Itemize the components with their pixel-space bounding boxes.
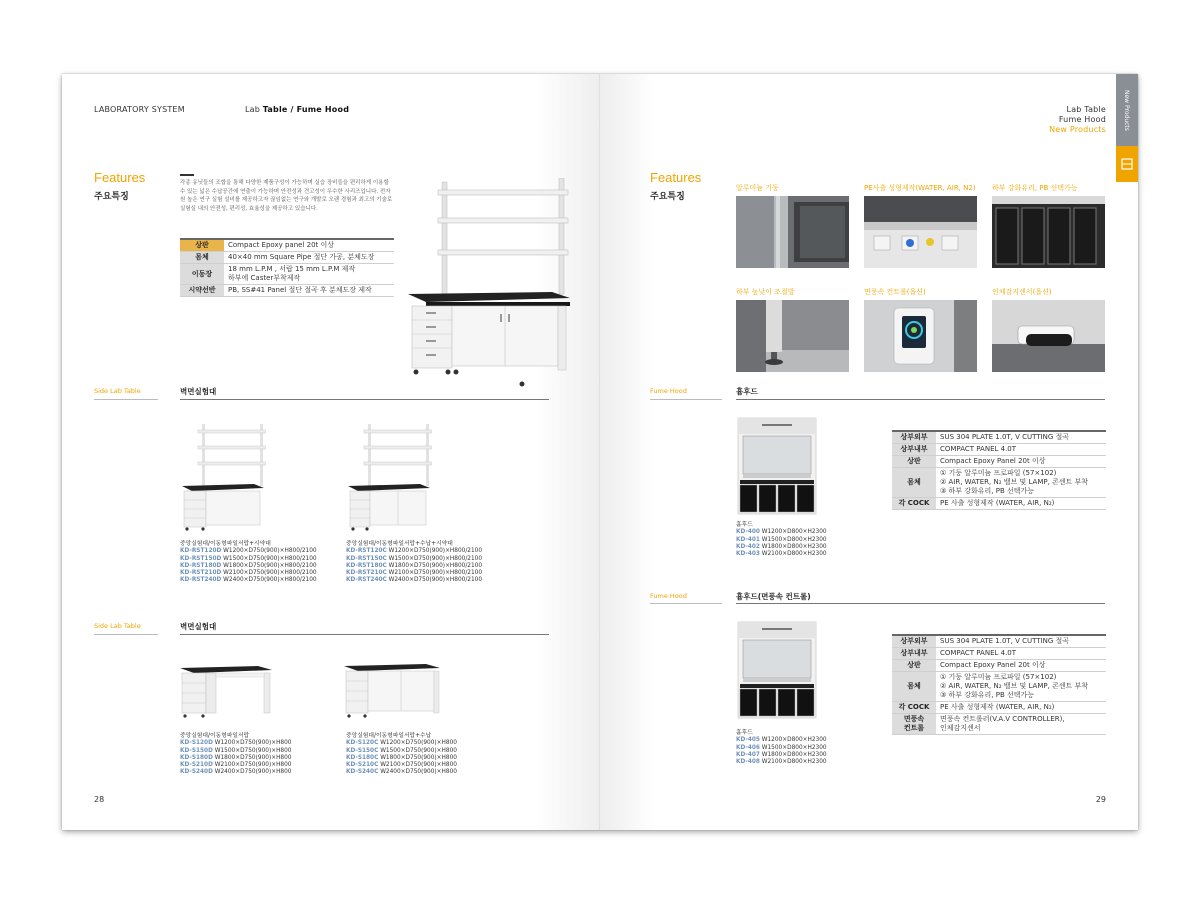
- features-description: 각종 유닛들의 조합을 통해 다양한 제품구성이 가능하며 실습 장비들을 편리하게 이용할 수 있는 넓은 수납공간에 연출이 가능하며 안전성과 견고성이 우수한 사리즈입니다. 전자원 높은 연구 실험 설비를 제공하고자 끊임없는 연구와 개발로 오랜 경험과 최고의 기술로 실험실 내의 안전성, 편리성, 효율성을 제공하고 있습니다.: [180, 180, 393, 212]
- spec-key: 상판: [892, 660, 936, 672]
- model-dims: W1500×D750(900)×H800: [380, 747, 457, 754]
- model-code: KD-401: [736, 536, 760, 543]
- section-label-ko: 벽면실험대: [180, 622, 217, 631]
- model-code: KD-RST180C: [346, 562, 387, 569]
- model-code: KD-S210C: [346, 762, 379, 769]
- product-model-list: [346, 733, 457, 777]
- spec-value-line: ① 기둥 알루미늄 프로파일 (57×102): [940, 673, 1057, 681]
- model-dims: W1200×D800×H2300: [761, 737, 827, 744]
- page-number: 29: [1095, 795, 1106, 804]
- model-dims: W2100×D750(900)×H800/2100: [388, 570, 483, 577]
- model-row: [736, 537, 827, 544]
- pe-cock-photo: [864, 196, 977, 268]
- spec-row: [892, 648, 1106, 660]
- model-row: [180, 563, 317, 570]
- spec-value: [936, 468, 1106, 498]
- spec-value: COMPACT PANEL 4.0T: [936, 444, 1106, 456]
- model-code: KD-RST210D: [180, 570, 222, 577]
- section-rule: [736, 399, 1105, 400]
- airflow-controller-photo: [864, 300, 977, 372]
- spec-value: PE 사출 성형제작 (WATER, AIR, N₂): [936, 702, 1106, 714]
- features-dash: [180, 174, 194, 176]
- spec-value-line: ③ 하부 강화유리, PB 선택가능: [940, 487, 1035, 495]
- fume-hood-airflow-control-image: [734, 620, 820, 722]
- spec-key: 시약선반: [180, 285, 224, 297]
- model-dims: W2100×D800×H2300: [761, 551, 827, 558]
- model-row: [346, 740, 457, 747]
- model-code: KD-RST240D: [180, 577, 222, 584]
- lab-icon: [1121, 158, 1133, 170]
- spec-value: [936, 714, 1106, 735]
- spec-row: [892, 702, 1106, 714]
- spec-key: 상판: [180, 239, 224, 252]
- model-dims: W2100×D750(900)×H800: [214, 762, 292, 769]
- product-model-list: [180, 541, 317, 585]
- model-row: [346, 748, 457, 755]
- model-row: [346, 755, 457, 762]
- model-dims: W2400×D750(900)×H800/2100: [388, 577, 483, 584]
- model-code: KD-S180C: [346, 754, 379, 761]
- model-dims: W1800×D750(900)×H800/2100: [223, 562, 317, 569]
- spec-row: [892, 498, 1106, 510]
- spec-key: 몸체: [892, 672, 936, 702]
- model-row: [736, 752, 827, 759]
- section-rule: [650, 603, 722, 604]
- section-label-en: Fume Hood: [650, 592, 687, 600]
- model-code: KD-RST240C: [346, 577, 387, 584]
- model-code: KD-400: [736, 529, 760, 536]
- model-row: [180, 755, 292, 762]
- model-row: [180, 762, 292, 769]
- spec-key: 상판: [892, 456, 936, 468]
- model-dims: W2100×D800×H2300: [761, 759, 827, 766]
- features-subtitle: 주요특징: [94, 192, 129, 202]
- model-dims: W1800×D800×H2300: [761, 543, 827, 550]
- spec-key: 몸체: [180, 252, 224, 264]
- model-code: KD-S240D: [180, 769, 213, 776]
- features-subtitle: 주요특징: [650, 192, 685, 202]
- spec-value: Compact Epoxy panel 20t 이상: [224, 239, 394, 252]
- model-code: KD-405: [736, 737, 760, 744]
- model-dims: W1500×D750(900)×H800/2100: [223, 555, 317, 562]
- model-row: [736, 745, 827, 752]
- spec-row: [892, 444, 1106, 456]
- model-dims: W1800×D750(900)×H800/2100: [388, 562, 483, 569]
- section-rule: [180, 634, 549, 635]
- model-code: KD-403: [736, 551, 760, 558]
- section-label-en: Side Lab Table: [94, 387, 141, 395]
- spec-value-line: ① 기둥 알루미늄 프로파일 (57×102): [940, 469, 1057, 477]
- section-label-ko: 벽면실험대: [180, 387, 217, 396]
- model-code: KD-RST150D: [180, 555, 222, 562]
- lab-table-storage-reagent-shelf-image: [346, 424, 432, 532]
- spec-value-line: ② AIR, WATER, N₂ 밸브 및 LAMP, 콘센트 부착: [940, 478, 1089, 486]
- spec-row: [892, 672, 1106, 702]
- product-title: 중앙실험대/이동형파일서랍+시약대: [180, 541, 271, 547]
- model-dims: W2400×D750(900)×H800: [214, 769, 292, 776]
- model-row: [180, 548, 317, 555]
- product-model-list: [346, 541, 482, 585]
- motion-sensor-photo: [992, 300, 1105, 372]
- spec-row: [180, 252, 394, 264]
- model-code: KD-RST120D: [180, 548, 222, 555]
- model-dims: W1200×D800×H2300: [761, 529, 827, 536]
- spec-row: [892, 431, 1106, 444]
- model-code: KD-402: [736, 543, 760, 550]
- spec-row: [892, 456, 1106, 468]
- spec-row: [180, 239, 394, 252]
- header-line: Lab Table: [1066, 105, 1106, 114]
- model-code: KD-S240C: [346, 769, 379, 776]
- model-code: KD-407: [736, 751, 760, 758]
- product-model-list: [736, 730, 827, 766]
- spec-key: 상부내부: [892, 444, 936, 456]
- model-row: [180, 748, 292, 755]
- section-label-en: Side Lab Table: [94, 622, 141, 630]
- product-model-list: [180, 733, 292, 777]
- model-row: [346, 577, 482, 584]
- spec-value: PE 사출 성형제작 (WATER, AIR, N₂): [936, 498, 1106, 510]
- model-dims: W1200×D750(900)×H800/2100: [388, 548, 483, 555]
- model-dims: W1500×D800×H2300: [761, 744, 827, 751]
- spec-key-line: 컨트롤: [903, 724, 925, 732]
- header-system: LABORATORY SYSTEM: [94, 105, 185, 114]
- features-title: Features: [94, 170, 146, 185]
- header-line: Fume Hood: [1058, 115, 1106, 124]
- tempered-glass-photo: [992, 196, 1105, 268]
- model-row: [736, 529, 827, 536]
- model-dims: W1800×D750(900)×H800: [380, 754, 457, 761]
- section-label-en: Fume Hood: [650, 387, 687, 395]
- section-rule: [94, 634, 158, 635]
- model-dims: W2100×D750(900)×H800: [380, 762, 457, 769]
- spec-value: [936, 672, 1106, 702]
- section-rule: [94, 399, 158, 400]
- section-rule: [736, 603, 1105, 604]
- spine-fold: [599, 74, 601, 830]
- model-code: KD-S150D: [180, 747, 213, 754]
- model-code: KD-S120D: [180, 740, 213, 747]
- model-row: [736, 759, 827, 766]
- spec-key: 각 COCK: [892, 498, 936, 510]
- model-row: [736, 737, 827, 744]
- left-spec-table: [180, 238, 394, 297]
- model-dims: W1800×D800×H2300: [761, 751, 827, 758]
- product-model-list: [736, 522, 827, 558]
- header-breadcrumb: [245, 105, 349, 114]
- photo-caption: 면풍속 컨트롤(옵션): [864, 288, 926, 296]
- product-title: 중앙실험대/이동형파일서랍+수납+시약대: [346, 541, 453, 547]
- spec-key: 이동장: [180, 264, 224, 285]
- model-row: [180, 570, 317, 577]
- model-row: [736, 551, 827, 558]
- lab-table-file-drawer-storage-image: [342, 662, 442, 722]
- product-title: 흄후드: [736, 522, 753, 528]
- model-code: KD-S210D: [180, 762, 213, 769]
- spec-key: [892, 714, 936, 735]
- page-number: 28: [94, 795, 105, 804]
- model-row: [736, 544, 827, 551]
- model-dims: W2400×D750(900)×H800: [380, 769, 457, 776]
- spec-value: Compact Epoxy Panel 20t 이상: [936, 456, 1106, 468]
- spec-key-line: 면풍속: [903, 715, 925, 723]
- model-dims: W1800×D750(900)×H800: [214, 754, 292, 761]
- lab-table-with-shelves-image: [402, 178, 572, 390]
- model-row: [346, 556, 482, 563]
- spec-value: PB, SS#41 Panel 절단 절곡 후 분체도장 제작: [224, 285, 394, 297]
- spec-value-line: ③ 하부 강화유리, PB 선택가능: [940, 691, 1035, 699]
- model-row: [346, 563, 482, 570]
- lab-table-reagent-shelf-image: [180, 424, 266, 532]
- model-code: KD-406: [736, 744, 760, 751]
- model-row: [180, 556, 317, 563]
- model-row: [180, 769, 292, 776]
- model-code: KD-RST180D: [180, 562, 222, 569]
- photo-caption: 인체감지센서(옵션): [992, 288, 1052, 296]
- spec-key: 몸체: [892, 468, 936, 498]
- aluminum-column-photo: [736, 196, 849, 268]
- spec-row: [892, 714, 1106, 735]
- section-label-ko: 흄후드: [736, 387, 758, 396]
- spec-value-line: ② AIR, WATER, N₂ 밸브 및 LAMP, 콘센트 부착: [940, 682, 1089, 690]
- spec-key: 상부외부: [892, 431, 936, 444]
- spec-value-line: 18 mm L.P.M , 서랍 15 mm L.P.M 제작: [228, 265, 356, 273]
- model-dims: W1500×D750(900)×H800/2100: [388, 555, 483, 562]
- spec-value: 40×40 mm Square Pipe 절단 가공, 분체도장: [224, 252, 394, 264]
- product-title: 중앙실험대/이동형파일서랍+수납: [346, 733, 432, 739]
- model-row: [180, 740, 292, 747]
- model-code: KD-S180D: [180, 754, 213, 761]
- model-row: [346, 548, 482, 555]
- model-row: [346, 769, 457, 776]
- spec-row: [892, 635, 1106, 648]
- spec-row: [180, 285, 394, 297]
- model-row: [180, 577, 317, 584]
- spec-row: [892, 468, 1106, 498]
- model-row: [346, 570, 482, 577]
- spec-value-line: 인체감지센서: [940, 724, 981, 732]
- photo-caption: PE사출 성형제작(WATER, AIR, N2): [864, 184, 976, 192]
- breadcrumb-current: Table / Fume Hood: [262, 105, 350, 114]
- model-code: KD-408: [736, 759, 760, 766]
- spec-row: [892, 660, 1106, 672]
- spec-value: COMPACT PANEL 4.0T: [936, 648, 1106, 660]
- section-label-ko: 흄후드(면풍속 컨트롤): [736, 592, 811, 601]
- model-dims: W2100×D750(900)×H800/2100: [223, 570, 317, 577]
- spec-value: [224, 264, 394, 285]
- spec-value-line: 하부에 Caster부착제작: [228, 274, 301, 282]
- fume-hood-image: [734, 416, 820, 518]
- side-tab: [1116, 74, 1138, 146]
- spec-value: Compact Epoxy Panel 20t 이상: [936, 660, 1106, 672]
- product-title: 흄후드: [736, 730, 753, 736]
- model-code: KD-RST210C: [346, 570, 387, 577]
- breadcrumb-prefix: Lab: [245, 105, 261, 114]
- right-header: [1049, 105, 1106, 135]
- spec-key: 각 COCK: [892, 702, 936, 714]
- section-rule: [650, 399, 722, 400]
- spec-value: SUS 304 PLATE 1.0T, V CUTTING 절곡: [936, 635, 1106, 648]
- photo-caption: 하부 강화유리, PB 선택가능: [992, 184, 1078, 192]
- product-title: 중앙실험대/이동형파일서랍: [180, 733, 250, 739]
- side-tab-marker: [1116, 146, 1138, 182]
- catalog-spread: [62, 74, 1138, 830]
- model-dims: W1500×D750(900)×H800: [214, 747, 292, 754]
- section-rule: [180, 399, 549, 400]
- spec-value: SUS 304 PLATE 1.0T, V CUTTING 절곡: [936, 431, 1106, 444]
- photo-caption: 알루미늄 기둥: [736, 184, 779, 192]
- fume-hood-spec-table: [892, 430, 1106, 510]
- model-code: KD-RST120C: [346, 548, 387, 555]
- spec-key: 상부내부: [892, 648, 936, 660]
- model-row: [346, 762, 457, 769]
- spec-row: [180, 264, 394, 285]
- model-code: KD-S120C: [346, 740, 379, 747]
- model-dims: W1200×D750(900)×H800: [214, 740, 292, 747]
- model-dims: W1200×D750(900)×H800: [380, 740, 457, 747]
- model-dims: W1200×D750(900)×H800/2100: [223, 548, 317, 555]
- model-dims: W1500×D800×H2300: [761, 536, 827, 543]
- features-title: Features: [650, 170, 702, 185]
- photo-caption: 하부 높낮이 조절발: [736, 288, 795, 296]
- model-code: KD-RST150C: [346, 555, 387, 562]
- right-page: [600, 74, 1138, 830]
- model-code: KD-S150C: [346, 747, 379, 754]
- spec-key: 상부외부: [892, 635, 936, 648]
- model-dims: W2400×D750(900)×H800/2100: [223, 577, 317, 584]
- side-tab-label: New Products: [1123, 90, 1130, 131]
- fume-hood-airflow-spec-table: [892, 634, 1106, 735]
- leveling-foot-photo: [736, 300, 849, 372]
- spec-value-line: 면풍속 컨트롤러(V.A.V CONTROLLER),: [940, 715, 1065, 723]
- lab-table-file-drawer-image: [178, 664, 274, 720]
- header-line-highlight: New Products: [1049, 125, 1106, 134]
- left-page: [62, 74, 600, 830]
